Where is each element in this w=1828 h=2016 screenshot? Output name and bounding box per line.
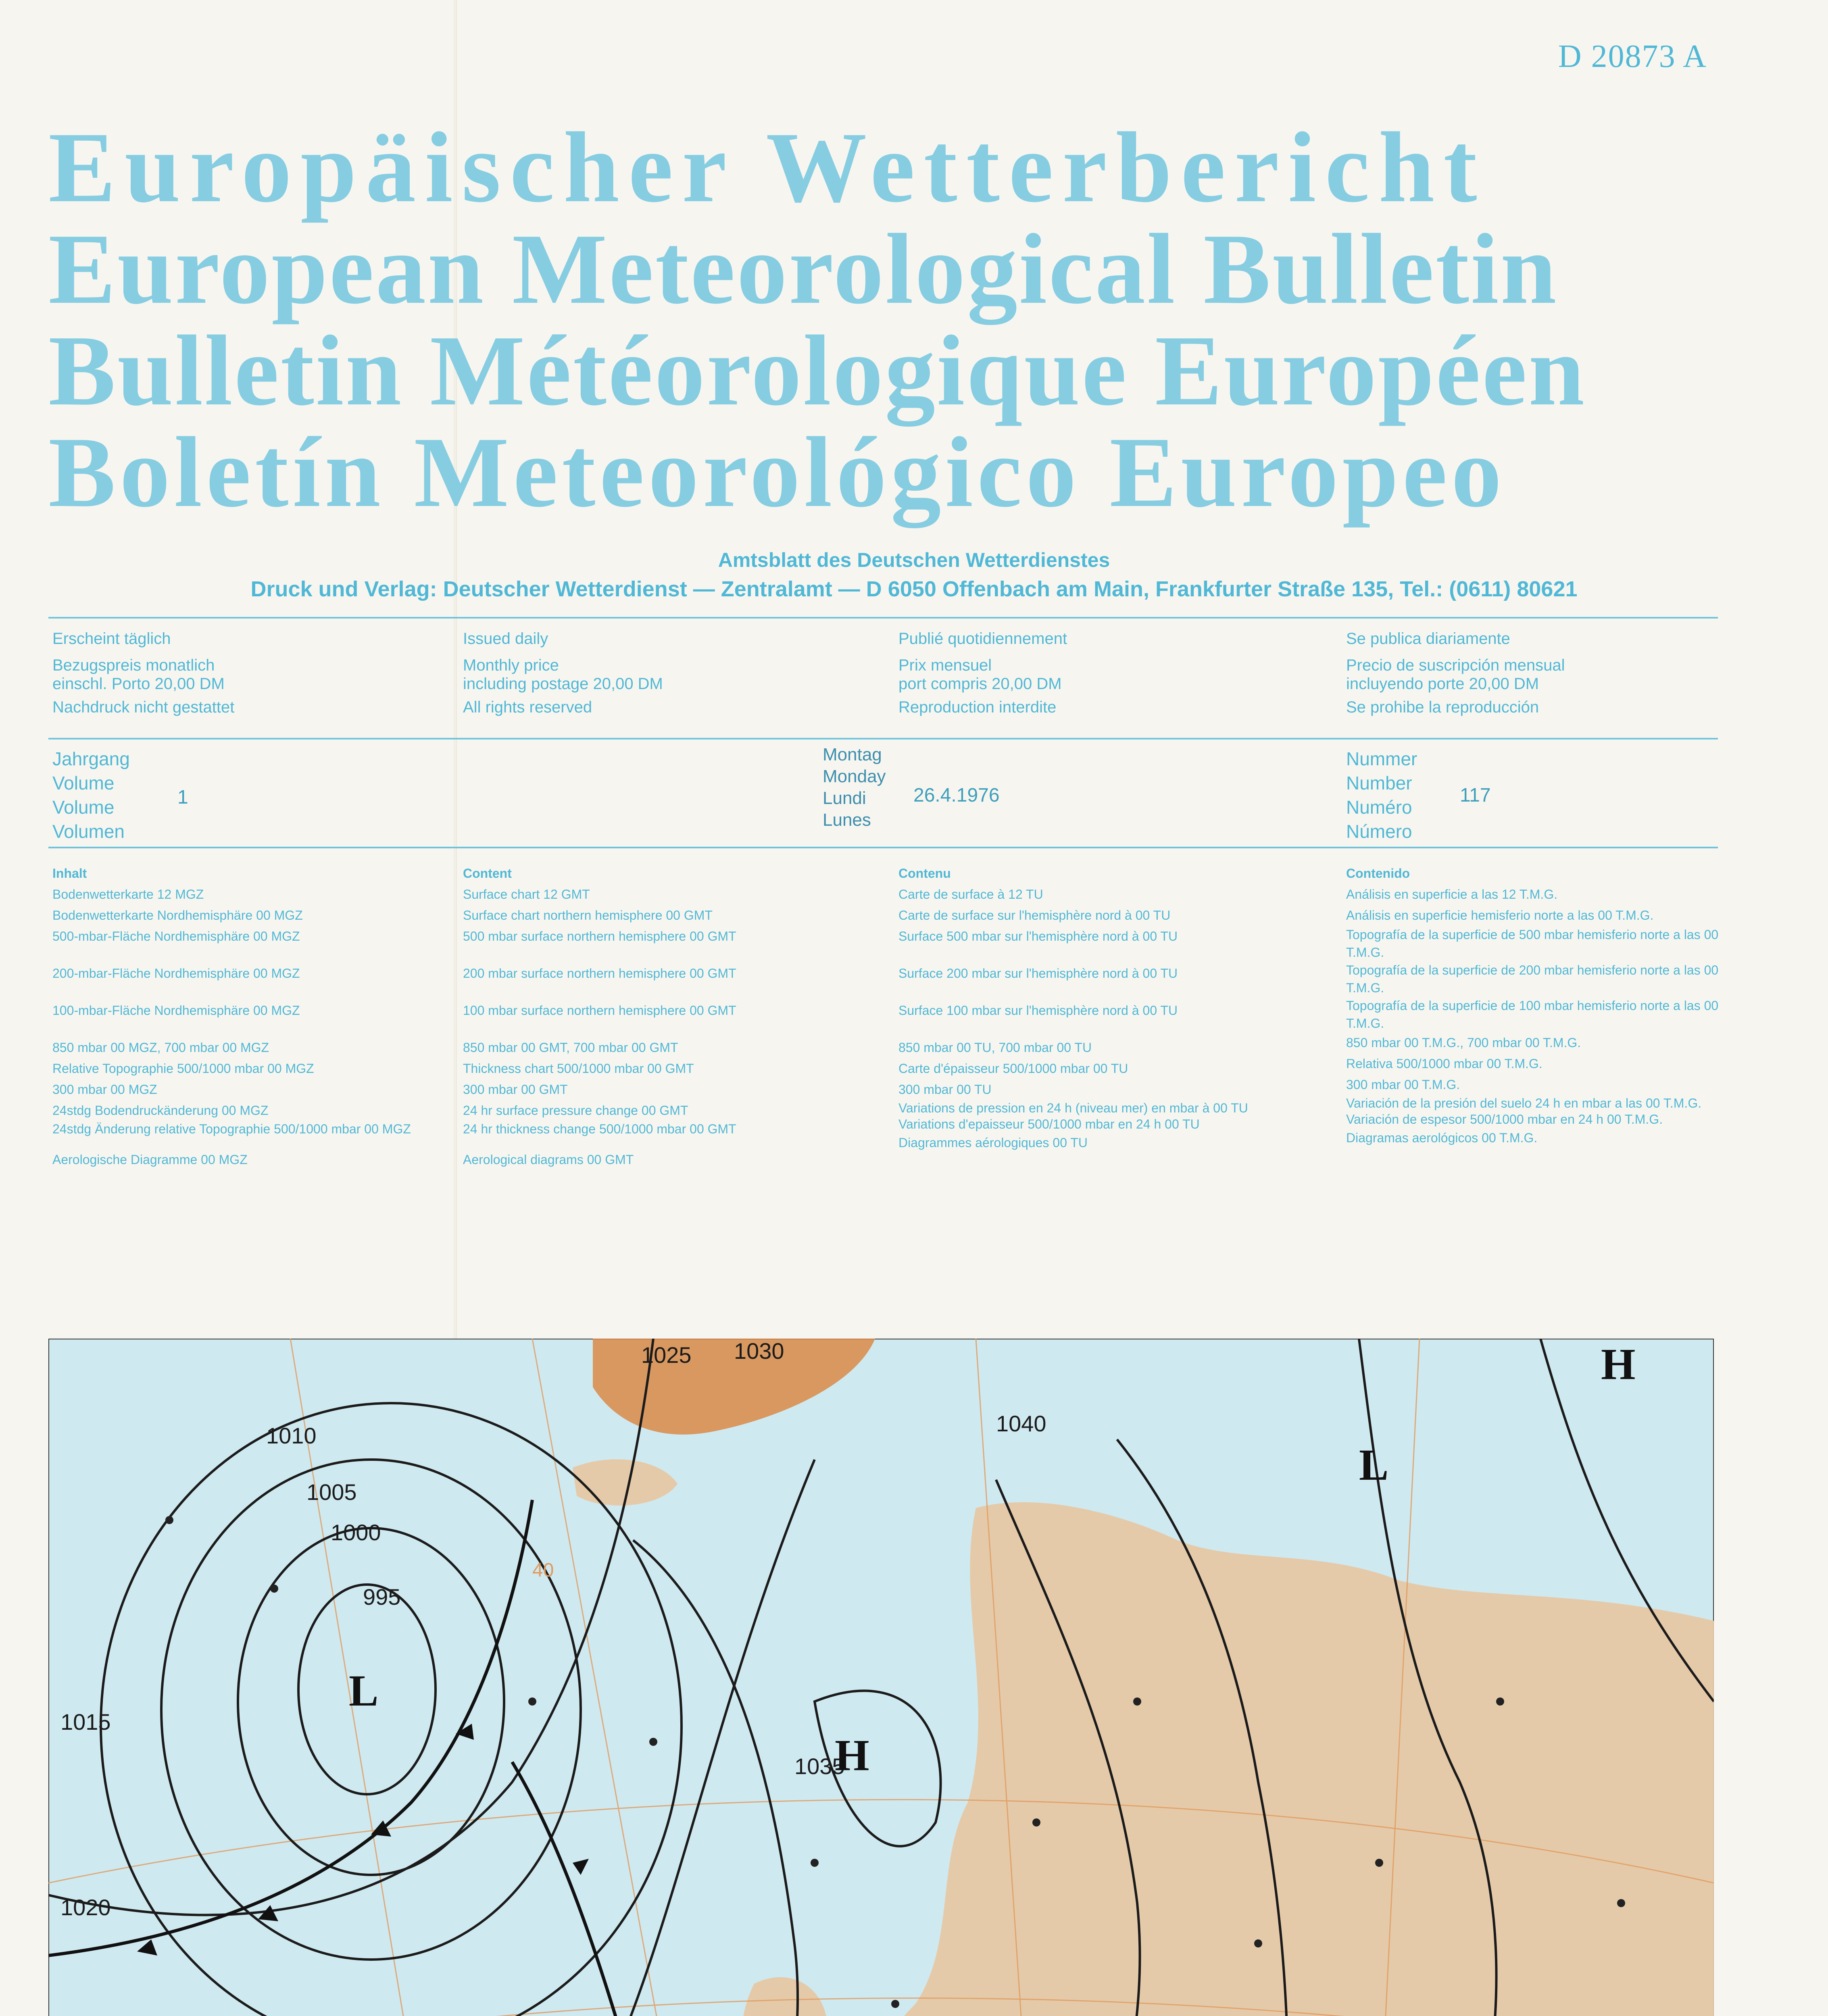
day-label-1: Monday [823, 766, 886, 786]
number-label-2: Numéro [1346, 797, 1412, 818]
contents-fr-4: Surface 200 mbar sur l'hemisphère nord à 00 TU [898, 966, 1178, 981]
title-fr: Bulletin Météorologique Européen [48, 315, 1586, 427]
lat-label-40: 40 [532, 1560, 554, 1581]
official-gazette-line: Amtsblatt des Deutschen Wetterdienstes [718, 549, 1110, 571]
volume-label-1: Volume [52, 773, 115, 793]
day-label-0: Montag [823, 745, 882, 764]
contents-en-1: Surface chart 12 GMT [463, 887, 590, 902]
issue-number: 117 [1460, 785, 1491, 806]
contents-es-11: Diagramas aerológicos 00 T.M.G. [1346, 1131, 1538, 1145]
contents-fr-1: Carte de surface à 12 TU [898, 887, 1043, 902]
day-label-3: Lunes [823, 810, 871, 830]
contents-en-11: Aerological diagrams 00 GMT [463, 1152, 634, 1167]
contents-es-2: Análisis en superficie hemisferio norte a las 00 T.M.G. [1346, 908, 1654, 923]
contents-en-2: Surface chart northern hemisphere 00 GMT [463, 908, 713, 923]
contents-en-5: 100 mbar surface northern hemisphere 00 GMT [463, 1003, 736, 1018]
info-en-0: Issued daily [463, 630, 548, 648]
contents-fr-10: Variations d'epaisseur 500/1000 mbar en 24 h 00 TU [898, 1117, 1200, 1131]
contents-fr-9: Variations de pression en 24 h (niveau mer) en mbar à 00 TU [898, 1101, 1248, 1115]
rule-2 [48, 738, 1718, 739]
low-center-atlantic: L [349, 1666, 379, 1715]
volume-label-0: Jahrgang [52, 748, 130, 769]
info-fr-2: port compris 20,00 DM [898, 675, 1062, 693]
contents-de-heading: Inhalt [52, 866, 87, 881]
title-es: Boletín Meteorológico Europeo [48, 417, 1506, 528]
contents-fr-5: Surface 100 mbar sur l'hemisphère nord à 00 TU [898, 1003, 1178, 1018]
contents-es-4: Topografía de la superficie de 200 mbar hemisferio norte a las 00 T.M.G. [1346, 963, 1719, 995]
info-en-3: All rights reserved [463, 698, 592, 716]
info-de-0: Erscheint täglich [52, 630, 171, 648]
info-en [463, 625, 663, 721]
info-de [52, 625, 234, 721]
volume-labels [52, 747, 130, 843]
isobar-label-1040: 1040 [996, 1411, 1046, 1436]
contents-de-6: 850 mbar 00 MGZ, 700 mbar 00 MGZ [52, 1040, 269, 1055]
contents-en-6: 850 mbar 00 GMT, 700 mbar 00 GMT [463, 1040, 678, 1055]
contents-es-10: Variación de espesor 500/1000 mbar en 24 h 00 T.M.G. [1346, 1112, 1663, 1127]
info-es-2: incluyendo porte 20,00 DM [1346, 675, 1539, 693]
info-fr-3: Reproduction interdite [898, 698, 1057, 716]
info-es-0: Se publica diariamente [1346, 630, 1510, 648]
isobar-label-1015: 1015 [60, 1709, 111, 1735]
contents-en-8: 300 mbar 00 GMT [463, 1082, 568, 1097]
contents-en-heading: Content [463, 866, 512, 881]
info-es-1: Precio de suscripción mensual [1346, 656, 1565, 674]
contents-es [1346, 863, 1729, 1148]
contents-es-3: Topografía de la superficie de 500 mbar hemisferio norte a las 00 T.M.G. [1346, 927, 1719, 960]
publication-code: D 20873 A [1558, 39, 1707, 74]
isobar-label-995: 995 [363, 1584, 401, 1610]
contents-en [463, 863, 882, 1170]
contents-en-4: 200 mbar surface northern hemisphere 00 GMT [463, 966, 736, 981]
contents-de-11: Aerologische Diagramme 00 MGZ [52, 1152, 248, 1167]
contents-de-4: 200-mbar-Fläche Nordhemisphäre 00 MGZ [52, 966, 300, 981]
info-de-2: einschl. Porto 20,00 DM [52, 675, 225, 693]
volume-value: 1 [177, 787, 188, 808]
isobar-label-1030: 1030 [734, 1339, 784, 1364]
contents-es-1: Análisis en superficie a las 12 T.M.G. [1346, 887, 1558, 902]
info-fr-0: Publié quotidiennement [898, 630, 1067, 648]
info-de-3: Nachdruck nicht gestattet [52, 698, 235, 716]
contents-de-10: 24stdg Änderung relative Topographie 500/1000 mbar 00 MGZ [52, 1122, 411, 1136]
isobar-label-1020: 1020 [60, 1895, 111, 1920]
contents-de-7: Relative Topographie 500/1000 mbar 00 MGZ [52, 1061, 314, 1076]
contents-de-5: 100-mbar-Fläche Nordhemisphäre 00 MGZ [52, 1003, 300, 1018]
contents-de [52, 863, 456, 1170]
contents-en-10: 24 hr thickness change 500/1000 mbar 00 GMT [463, 1122, 736, 1136]
contents-fr-8: 300 mbar 00 TU [898, 1082, 992, 1097]
info-es [1346, 625, 1565, 721]
isobar-label-1010: 1010 [266, 1423, 317, 1448]
info-fr-1: Prix mensuel [898, 656, 992, 674]
day-labels [823, 744, 886, 831]
isobar-label-1005: 1005 [306, 1479, 357, 1505]
contents-es-5: Topografía de la superficie de 100 mbar hemisferio norte a las 00 T.M.G. [1346, 998, 1719, 1031]
info-es-3: Se prohibe la reproducción [1346, 698, 1539, 716]
publisher-line: Druck und Verlag: Deutscher Wetterdienst — Zentralamt — D 6050 Offenbach am Main, Frankfurter Straße 135, Tel.: (0611) 80621 [250, 577, 1578, 601]
number-label-1: Number [1346, 773, 1412, 793]
number-label-3: Número [1346, 821, 1412, 842]
title-en: European Meteorological Bulletin [48, 213, 1558, 325]
contents-fr-7: Carte d'épaisseur 500/1000 mbar 00 TU [898, 1061, 1128, 1076]
issue-date: 26.4.1976 [913, 785, 1000, 806]
surface-weather-map [48, 1339, 1714, 2016]
info-en-1: Monthly price [463, 656, 559, 674]
high-center-north: H [1601, 1339, 1636, 1389]
contents-de-3: 500-mbar-Fläche Nordhemisphäre 00 MGZ [52, 929, 300, 943]
contents-es-6: 850 mbar 00 T.M.G., 700 mbar 00 T.M.G. [1346, 1035, 1581, 1050]
contents-fr-heading: Contenu [898, 866, 951, 881]
contents-es-heading: Contenido [1346, 866, 1410, 881]
contents-es-8: 300 mbar 00 T.M.G. [1346, 1077, 1460, 1092]
contents-de-9: 24stdg Bodendruckänderung 00 MGZ [52, 1103, 269, 1118]
volume-label-3: Volumen [52, 821, 125, 842]
title-block [48, 112, 1734, 528]
contents-en-7: Thickness chart 500/1000 mbar 00 GMT [463, 1061, 694, 1076]
contents-en-3: 500 mbar surface northern hemisphere 00 GMT [463, 929, 736, 943]
isobar-label-1000: 1000 [331, 1520, 381, 1545]
day-label-2: Lundi [823, 788, 866, 808]
contents-fr-11: Diagrammes aérologiques 00 TU [898, 1135, 1088, 1150]
contents-es-9: Variación de la presión del suelo 24 h en mbar a las 00 T.M.G. [1346, 1096, 1702, 1110]
rule-3 [48, 847, 1718, 848]
contents-fr-3: Surface 500 mbar sur l'hemisphère nord à 00 TU [898, 929, 1178, 943]
rule-1 [48, 617, 1718, 619]
high-center-north-sea: H [835, 1731, 869, 1780]
low-center-scandinavia: L [1359, 1440, 1389, 1489]
contents-de-8: 300 mbar 00 MGZ [52, 1082, 157, 1097]
info-de-1: Bezugspreis monatlich [52, 656, 215, 674]
contents-en-9: 24 hr surface pressure change 00 GMT [463, 1103, 688, 1118]
contents-de-2: Bodenwetterkarte Nordhemisphäre 00 MGZ [52, 908, 303, 923]
info-fr [898, 625, 1067, 721]
title-de: Europäischer Wetterbericht [48, 112, 1486, 223]
contents-es-7: Relativa 500/1000 mbar 00 T.M.G. [1346, 1056, 1542, 1071]
contents-fr-6: 850 mbar 00 TU, 700 mbar 00 TU [898, 1040, 1092, 1055]
volume-label-2: Volume [52, 797, 115, 818]
info-en-2: including postage 20,00 DM [463, 675, 663, 693]
isobar-label-1035: 1035 [794, 1754, 845, 1779]
number-label-0: Nummer [1346, 748, 1417, 769]
number-labels [1346, 747, 1417, 843]
contents-fr-2: Carte de surface sur l'hemisphère nord à 00 TU [898, 908, 1171, 923]
contents-fr [898, 863, 1334, 1153]
contents-de-1: Bodenwetterkarte 12 MGZ [52, 887, 204, 902]
isobar-label-1025: 1025 [641, 1342, 692, 1368]
